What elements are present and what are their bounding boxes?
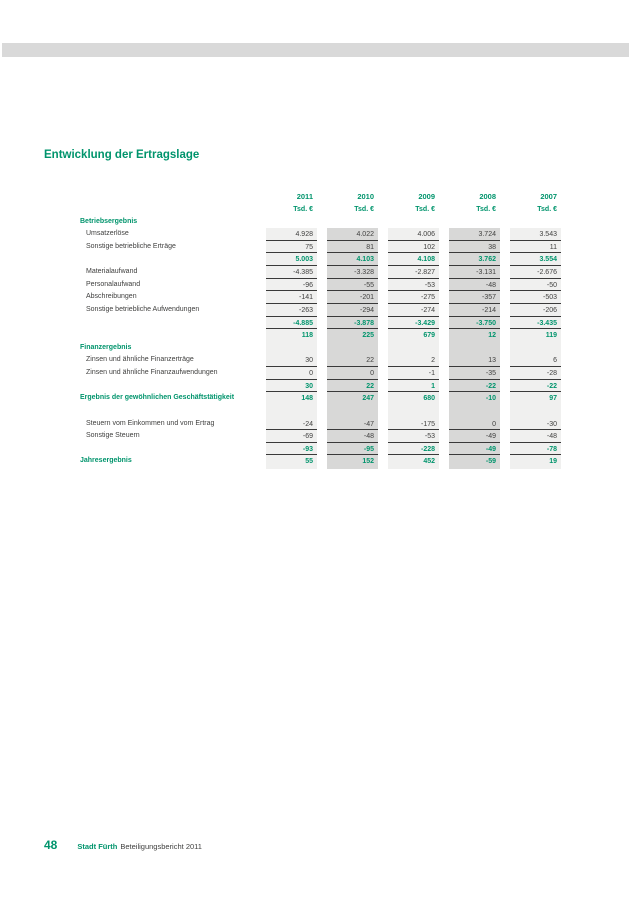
cell-value: 75: [266, 241, 317, 254]
cell-value: 4.103: [327, 253, 378, 266]
cell-value: -357: [449, 291, 500, 304]
table-row: [80, 228, 561, 241]
cell-value: 38: [449, 241, 500, 254]
cell-value: 97: [549, 395, 557, 403]
cell-value: -69: [266, 430, 317, 443]
row-label: Sonstige Steuern: [86, 432, 140, 440]
cell-value: 12: [488, 332, 496, 340]
cell-value: 148: [301, 395, 313, 403]
cell-value: 0: [266, 367, 317, 380]
cell-value: -22: [510, 380, 561, 393]
cell-value: 30: [266, 354, 317, 367]
cell-value: -95: [327, 443, 378, 456]
cell-value: 0: [449, 418, 500, 431]
cell-value: -59: [485, 458, 496, 466]
row-label: Materialaufwand: [86, 268, 138, 275]
cell-value: -28: [510, 367, 561, 380]
table-row: [80, 342, 561, 355]
cell-value: -50: [510, 279, 561, 292]
page-footer: [44, 838, 202, 852]
row-label: Zinsen und ähnliche Finanzerträge: [86, 356, 194, 364]
row-label: Personalaufwand: [86, 280, 141, 288]
cell-value: 5.003: [266, 253, 317, 266]
cell-value: 0: [327, 367, 378, 380]
column-year-header: 2008: [479, 192, 496, 201]
cell-value: 22: [327, 354, 378, 367]
cell-value: -3.429: [388, 317, 439, 330]
cell-value: -49: [449, 443, 500, 456]
cell-value: 679: [423, 332, 435, 340]
table-row: [80, 443, 561, 456]
cell-value: 118: [301, 332, 313, 340]
table-row: [80, 367, 561, 380]
cell-value: -55: [327, 279, 378, 292]
table-row: [80, 216, 561, 229]
cell-value: -263: [266, 304, 317, 317]
cell-value: 3.724: [449, 228, 500, 241]
cell-value: 225: [362, 332, 374, 340]
row-label: Finanzergebnis: [80, 343, 132, 351]
cell-value: -3.328: [327, 266, 378, 279]
cell-value: -1: [388, 367, 439, 380]
table-row: [80, 380, 561, 393]
cell-value: 119: [545, 332, 557, 340]
column-unit-header: Tsd. €: [537, 206, 557, 213]
column-unit-header: Tsd. €: [476, 206, 496, 213]
table-row: [80, 266, 561, 279]
table-row: [80, 392, 561, 405]
cell-value: -206: [510, 304, 561, 317]
column-unit-header: Tsd. €: [293, 206, 313, 213]
table-row: [80, 418, 561, 431]
row-label: Steuern vom Einkommen und vom Ertrag: [86, 419, 215, 427]
row-label: Sonstige betriebliche Erträge: [86, 242, 176, 250]
top-decorative-bar: [2, 43, 629, 57]
cell-value: -3.435: [510, 317, 561, 330]
cell-value: 19: [549, 458, 557, 466]
cell-value: -141: [266, 291, 317, 304]
row-label: Betriebsergebnis: [80, 217, 138, 225]
cell-value: -22: [449, 380, 500, 393]
table-row: [80, 241, 561, 254]
cell-value: 3.554: [510, 253, 561, 266]
cell-value: 55: [305, 458, 313, 466]
cell-value: -3.750: [449, 317, 500, 330]
cell-value: 4.006: [388, 228, 439, 241]
cell-value: -228: [388, 443, 439, 456]
table-row: [80, 291, 561, 304]
column-unit-header: Tsd. €: [354, 206, 374, 213]
cell-value: -214: [449, 304, 500, 317]
column-year-header: 2007: [540, 192, 557, 201]
cell-value: -48: [510, 430, 561, 443]
page-number: 48: [44, 838, 58, 852]
column-year-header: 2009: [418, 192, 435, 201]
cell-value: -47: [327, 418, 378, 431]
cell-value: -24: [266, 418, 317, 431]
cell-value: -53: [388, 430, 439, 443]
row-label: Zinsen und ähnliche Finanzaufwendungen: [86, 369, 218, 376]
cell-value: -30: [510, 418, 561, 431]
row-label: Umsatzerlöse: [86, 230, 129, 238]
row-label: Sonstige betriebliche Aufwendungen: [86, 305, 200, 313]
cell-value: 3.762: [449, 253, 500, 266]
cell-value: 1: [388, 380, 439, 393]
table-rows: [80, 216, 561, 469]
row-label: Jahresergebnis: [80, 457, 132, 465]
table-row: [80, 430, 561, 443]
cell-value: -274: [388, 304, 439, 317]
cell-value: -96: [266, 279, 317, 292]
table-row: [80, 317, 561, 330]
cell-value: 452: [423, 458, 435, 466]
cell-value: 152: [362, 458, 374, 466]
row-label: Abschreibungen: [86, 293, 137, 301]
cell-value: 13: [449, 354, 500, 367]
cell-value: 680: [423, 395, 435, 403]
column-unit-header: Tsd. €: [415, 206, 435, 213]
footer-doc-title: Beteiligungsbericht 2011: [120, 842, 202, 851]
cell-value: -503: [510, 291, 561, 304]
cell-value: -294: [327, 304, 378, 317]
column-year-header: 2010: [357, 192, 374, 201]
cell-value: 4.022: [327, 228, 378, 241]
cell-value: 4.108: [388, 253, 439, 266]
cell-value: -201: [327, 291, 378, 304]
cell-value: -93: [266, 443, 317, 456]
cell-value: 30: [266, 380, 317, 393]
cell-value: -48: [327, 430, 378, 443]
cell-value: -3.131: [449, 266, 500, 279]
table-row: [80, 455, 561, 468]
cell-value: -4.885: [266, 317, 317, 330]
earnings-table: [80, 190, 561, 472]
cell-value: 247: [362, 395, 374, 403]
row-label: Ergebnis der gewöhnlichen Geschäftstätigkeit: [80, 394, 235, 402]
table-row: [80, 354, 561, 367]
cell-value: -53: [388, 279, 439, 292]
cell-value: -2.827: [388, 266, 439, 279]
cell-value: -2.676: [510, 266, 561, 279]
cell-value: 3.543: [510, 228, 561, 241]
cell-value: 4.928: [266, 228, 317, 241]
cell-value: 81: [327, 241, 378, 254]
cell-value: -78: [510, 443, 561, 456]
table-row: [80, 253, 561, 266]
table-row: [80, 304, 561, 317]
table-header-units: [80, 203, 561, 216]
cell-value: 6: [510, 354, 561, 367]
cell-value: -49: [449, 430, 500, 443]
cell-value: -35: [449, 367, 500, 380]
cell-value: -10: [485, 395, 496, 403]
footer-brand: Stadt Fürth: [77, 842, 118, 851]
cell-value: 11: [510, 241, 561, 254]
column-year-header: 2011: [296, 192, 313, 201]
table-row: [80, 329, 561, 342]
table-header-years: [80, 190, 561, 203]
cell-value: 22: [327, 380, 378, 393]
cell-value: -48: [449, 279, 500, 292]
cell-value: 2: [388, 354, 439, 367]
cell-value: 102: [388, 241, 439, 254]
cell-value: -275: [388, 291, 439, 304]
cell-value: -175: [388, 418, 439, 431]
table-row: [80, 405, 561, 418]
cell-value: -4.385: [266, 266, 317, 279]
page-title: Entwicklung der Ertragslage: [44, 149, 200, 161]
table-row: [80, 279, 561, 292]
cell-value: -3.878: [327, 317, 378, 330]
